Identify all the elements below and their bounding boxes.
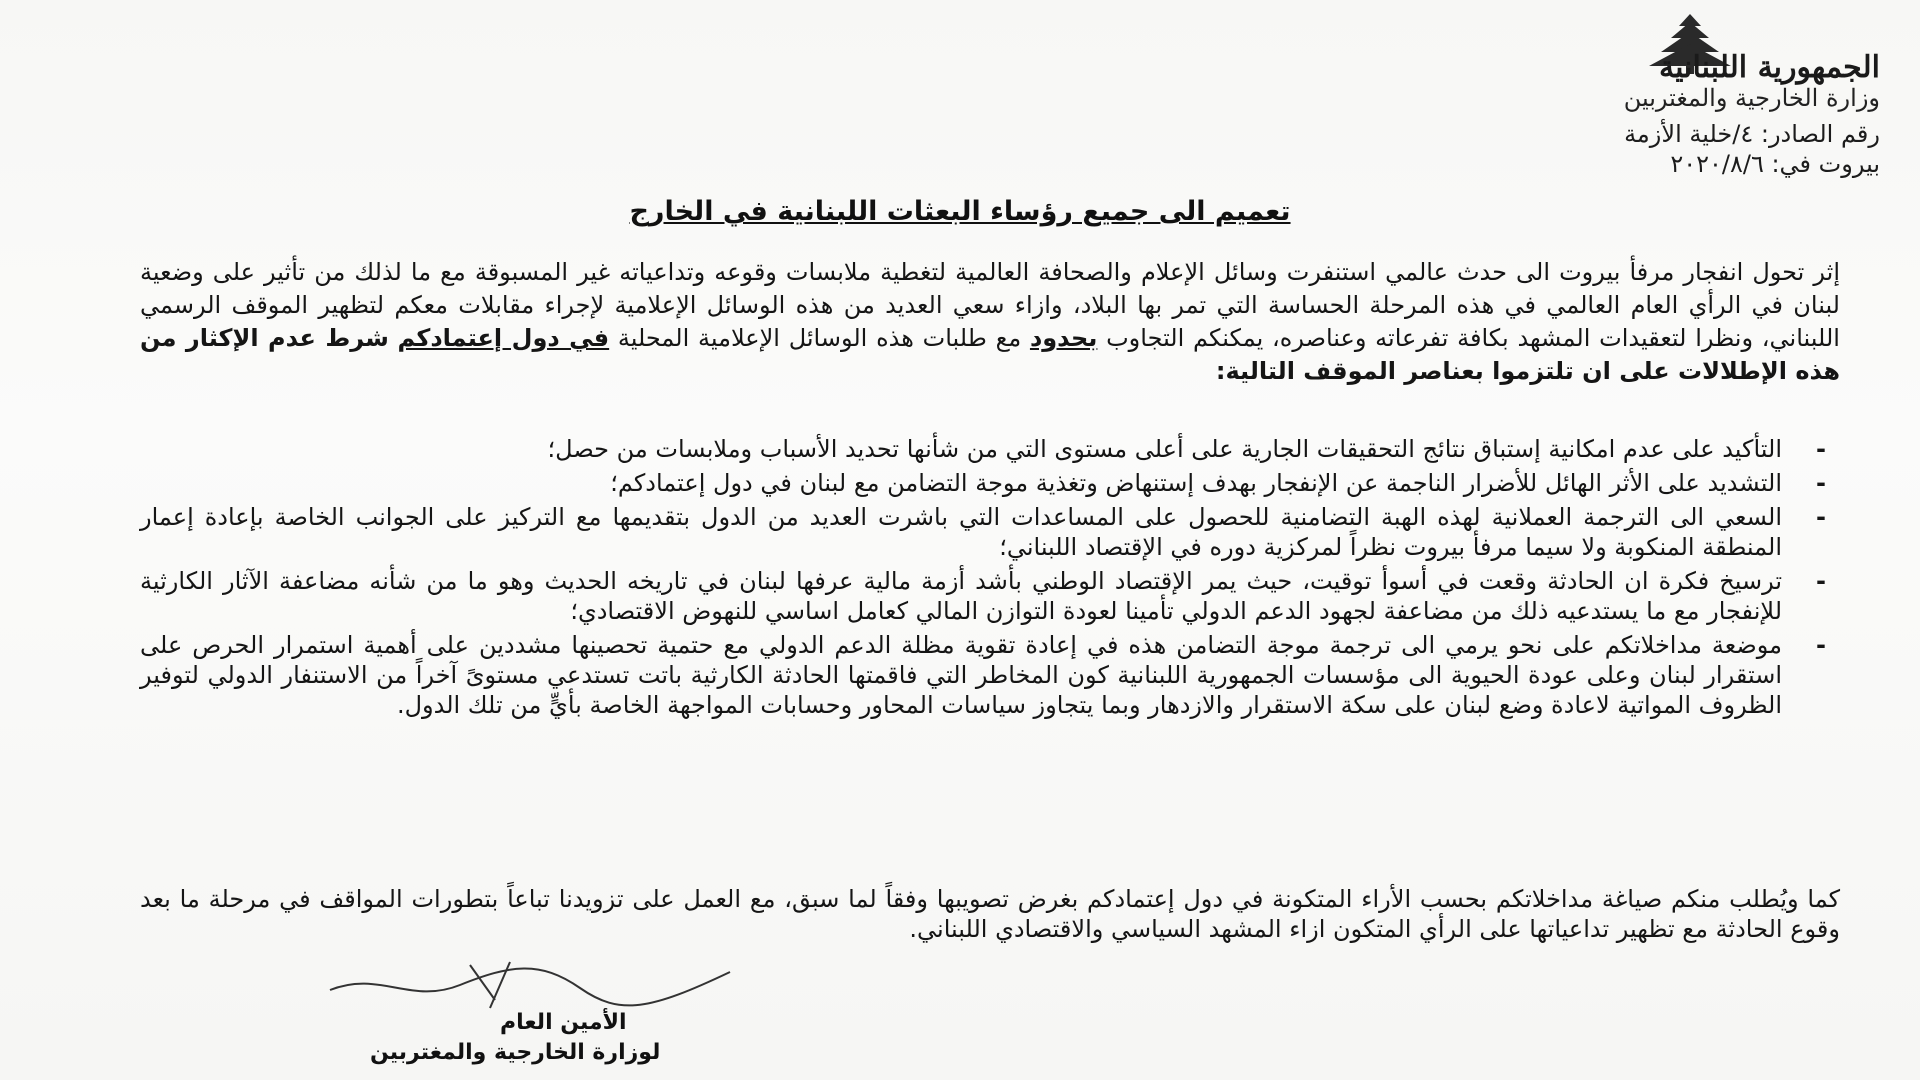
list-item-text: التشديد على الأثر الهائل للأضرار الناجمة عن الإنفجار بهدف إستنهاض وتغذية موجة التضامن مع لبنان في دول إعتمادكم؛ — [610, 469, 1782, 497]
intro-emphasis-limits: بحدود — [1029, 324, 1098, 352]
reference-number: رقم الصادر: ٤/خلية الأزمة — [1624, 120, 1880, 148]
intro-emphasis-countries: في دول إعتمادكم — [397, 324, 610, 352]
intro-text-1: إثر تحول انفجار مرفأ بيروت الى حدث عالمي استنفرت وسائل الإعلام والصحافة العالمية لتغطية ملابسات وقوعه وتداعياته غير المسبوقة مع ما لذلك من تأثير على وضعية لبنان في الرأي العام العالمي في هذه المرحلة الحساسة التي تمر بها البلاد، وازاء سعي العديد من هذه الوسائل الإعلامية لإجراء مقابلات معكم لتظهير الموقف الرسمي اللبناني، ونظرا لتعقيدات المشهد بكافة تفرعاته وعناصره، يمكنكم التجاوب — [140, 258, 1840, 352]
signatory-title: الأمين العام — [500, 1010, 627, 1035]
document-subject: تعميم الى جميع رؤساء البعثات اللبنانية في الخارج — [629, 196, 1291, 227]
list-item — [140, 434, 1840, 464]
position-points-list — [140, 434, 1840, 724]
intro-text-2: مع طلبات هذه الوسائل الإعلامية المحلية — [617, 324, 1022, 352]
intro-paragraph — [140, 256, 1840, 388]
bullet-dash: - — [1816, 567, 1826, 595]
bullet-dash: - — [1816, 503, 1826, 531]
list-item — [140, 566, 1840, 626]
republic-heading: الجمهورية اللبنانية — [1658, 50, 1880, 85]
bullet-dash: - — [1816, 631, 1826, 659]
list-item-text: السعي الى الترجمة العملانية لهذه الهبة التضامنية للحصول على المساعدات التي باشرت العديد من الدول بتقديمها مع التركيز على الجوانب الخاصة بإعادة إعمار المنطقة المنكوبة ولا سيما مرفأ بيروت نظراً لمركزية دوره في الإقتصاد اللبناني؛ — [140, 503, 1782, 561]
closing-paragraph: كما ويُطلب منكم صياغة مداخلاتكم بحسب الأراء المتكونة في دول إعتمادكم بغرض تصويبها وفقاً لما سبق، مع العمل على تزويدنا تباعاً بتطورات المواقف في مرحلة ما بعد وقوع الحادثة مع تظهير تداعياتها على الرأي المتكون ازاء المشهد السياسي والاقتصادي اللبناني. — [140, 885, 1840, 943]
list-item — [140, 630, 1840, 720]
list-item-text: ترسيخ فكرة ان الحادثة وقعت في أسوأ توقيت، حيث يمر الإقتصاد الوطني بأشد أزمة مالية عرفها لبنان في تاريخه الحديث وهو ما من شأنه مضاعفة الآثار الكارثية للإنفجار مع ما يستدعيه ذلك من مضاعفة لجهود الدعم الدولي تأمينا لعودة التوازن المالي كعامل اساسي للنهوض الاقتصادي؛ — [140, 567, 1782, 625]
document-date: بيروت في: ٢٠٢٠/٨/٦ — [1670, 150, 1880, 178]
signatory-ministry: لوزارة الخارجية والمغتربين — [370, 1040, 661, 1065]
bullet-dash: - — [1816, 469, 1826, 497]
list-item-text: موضعة مداخلاتكم على نحو يرمي الى ترجمة موجة التضامن هذه في إعادة تقوية مظلة الدعم الدولي مع حتمية تحصينها مشددين على أهمية استمرار الحرص على استقرار لبنان وعلى عودة الحيوية الى مؤسسات الجمهورية اللبنانية كون المخاطر التي فاقمتها الحادثة الكارثية باتت تستدعي مستوىً آخراً من الاستنفار الدولي لتوفير الظروف المواتية لاعادة وضع لبنان على سكة الاستقرار والازدهار وبما يتجاوز سياسات المحاور وحسابات المواجهة الخاصة بأيٍّ من تلك الدول. — [140, 631, 1782, 719]
bullet-dash: - — [1816, 435, 1826, 463]
list-item-text: التأكيد على عدم امكانية إستباق نتائج التحقيقات الجارية على أعلى مستوى التي من شأنها تحديد الأسباب وملابسات من حصل؛ — [547, 435, 1782, 463]
list-item — [140, 468, 1840, 498]
list-item — [140, 502, 1840, 562]
ministry-heading: وزارة الخارجية والمغتربين — [1623, 84, 1880, 112]
intro-text-3: شرط عدم الإكثار من هذه الإطلالات على ان تلتزموا بعناصر الموقف التالية: — [140, 324, 1840, 385]
